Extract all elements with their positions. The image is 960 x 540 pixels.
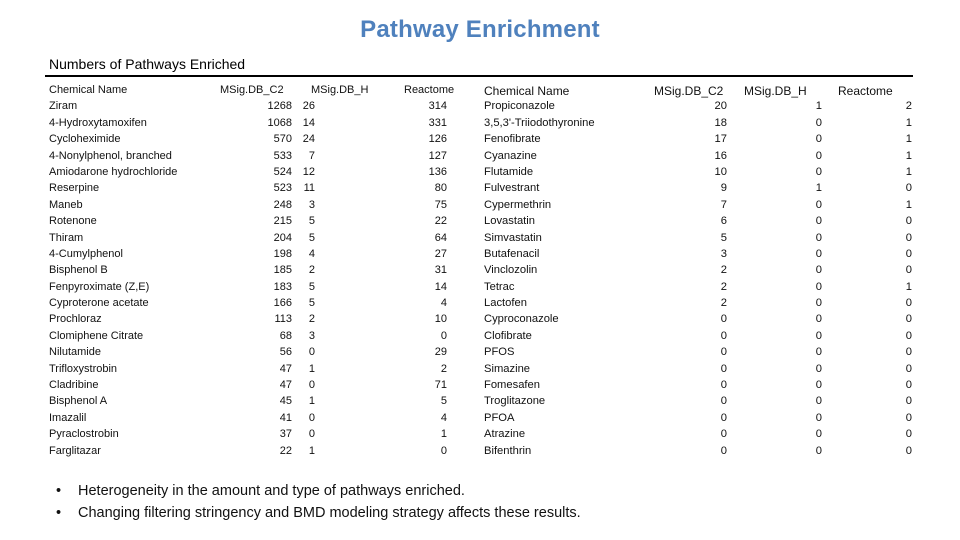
reactome-cell: 1: [905, 133, 912, 146]
chemical-name-cell: Flutamide: [484, 165, 534, 178]
reactome-cell: 0: [905, 313, 912, 326]
chemical-name-cell: Rotenone: [49, 215, 97, 228]
msigdb-h-cell: 0: [308, 346, 315, 359]
reactome-cell: 27: [434, 247, 447, 260]
chemical-name-cell: Tetrac: [484, 280, 515, 293]
msigdb-h-cell: 0: [815, 165, 822, 178]
msigdb-c2-cell: 22: [279, 444, 292, 457]
chemical-name-cell: Trifloxystrobin: [49, 362, 118, 375]
chemical-name-cell: Cyproconazole: [484, 313, 559, 326]
msigdb-c2-header: MSig.DB_C2: [220, 84, 284, 96]
msigdb-h-cell: 0: [815, 280, 822, 293]
chemical-name-cell: Bisphenol A: [49, 395, 108, 408]
msigdb-h-cell: 0: [815, 297, 822, 310]
msigdb-h-cell: 0: [815, 444, 822, 457]
chemical-name-cell: Ziram: [49, 100, 78, 113]
reactome-cell: 0: [440, 329, 447, 342]
msigdb-c2-cell: 0: [720, 362, 727, 375]
chemical-name-cell: Propiconazole: [484, 100, 555, 113]
msigdb-c2-cell: 17: [714, 133, 727, 146]
msigdb-c2-cell: 523: [273, 182, 292, 195]
msigdb-h-cell: 7: [308, 149, 315, 162]
chemical-name-cell: Amiodarone hydrochloride: [49, 165, 178, 178]
chemical-name-cell: Cycloheximide: [49, 133, 121, 146]
msigdb-h-cell: 5: [308, 231, 315, 244]
reactome-cell: 126: [428, 133, 447, 146]
msigdb-h-cell: 0: [308, 411, 315, 424]
chemical-name-cell: Cyproterone acetate: [49, 297, 149, 310]
msigdb-h-cell: 0: [815, 329, 822, 342]
reactome-cell: 314: [428, 100, 447, 113]
msigdb-h-cell: 14: [302, 116, 315, 129]
reactome-cell: 1: [905, 198, 912, 211]
reactome-cell: 0: [905, 329, 912, 342]
msigdb-c2-cell: 7: [720, 198, 727, 211]
msigdb-c2-cell: 9: [720, 182, 727, 195]
msigdb-c2-cell: 2: [720, 297, 727, 310]
msigdb-c2-cell: 47: [279, 379, 292, 392]
bullet-list: [56, 481, 581, 524]
reactome-cell: 0: [905, 247, 912, 260]
msigdb-h-cell: 1: [815, 182, 822, 195]
chemical-name-cell: Simazine: [484, 362, 531, 375]
reactome-cell: 0: [905, 395, 912, 408]
msigdb-h-cell: 1: [308, 362, 315, 375]
msigdb-c2-cell: 20: [714, 100, 727, 113]
chemical-name-cell: Fulvestrant: [484, 182, 540, 195]
msigdb-c2-cell: 0: [720, 379, 727, 392]
msigdb-h-cell: 0: [815, 116, 822, 129]
reactome-cell: 0: [440, 444, 447, 457]
reactome-cell: 0: [905, 297, 912, 310]
reactome-cell: 0: [905, 411, 912, 424]
msigdb-c2-header: MSig.DB_C2: [654, 84, 724, 98]
reactome-cell: 0: [905, 215, 912, 228]
msigdb-c2-cell: 113: [274, 313, 292, 326]
reactome-cell: 331: [428, 116, 447, 129]
chemical-name-cell: Lactofen: [484, 297, 527, 310]
msigdb-c2-cell: 533: [273, 149, 292, 162]
msigdb-c2-cell: 248: [273, 198, 292, 211]
reactome-cell: 4: [440, 411, 447, 424]
reactome-cell: 2: [905, 100, 912, 113]
chemical-name-cell: Troglitazone: [484, 395, 546, 408]
chemical-name-cell: Prochloraz: [49, 313, 102, 326]
msigdb-c2-cell: 5: [720, 231, 727, 244]
bullet-text: Changing filtering stringency and BMD modeling strategy affects these results.: [78, 504, 581, 521]
msigdb-h-cell: 3: [308, 329, 315, 342]
msigdb-h-cell: 0: [815, 149, 822, 162]
reactome-cell: 29: [434, 346, 447, 359]
msigdb-h-cell: 12: [302, 165, 315, 178]
msigdb-h-cell: 0: [815, 379, 822, 392]
msigdb-c2-cell: 215: [273, 215, 292, 228]
msigdb-h-cell: 0: [815, 411, 822, 424]
chemical-name-header: Chemical Name: [49, 84, 128, 96]
chemical-name-cell: 3,5,3'-Triiodothyronine: [484, 116, 595, 129]
msigdb-c2-cell: 68: [279, 329, 292, 342]
chemical-name-cell: Clomiphene Citrate: [49, 329, 144, 342]
reactome-cell: 4: [440, 297, 447, 310]
msigdb-h-cell: 1: [308, 395, 315, 408]
msigdb-h-cell: 0: [815, 231, 822, 244]
chemical-name-cell: PFOA: [484, 411, 515, 424]
reactome-cell: 5: [440, 395, 447, 408]
msigdb-h-cell: 0: [815, 133, 822, 146]
msigdb-c2-cell: 0: [720, 313, 727, 326]
reactome-cell: 14: [434, 280, 447, 293]
reactome-cell: 80: [434, 182, 447, 195]
chemical-name-cell: Cladribine: [49, 379, 99, 392]
reactome-cell: 1: [905, 116, 912, 129]
msigdb-c2-cell: 0: [720, 395, 727, 408]
msigdb-h-cell: 3: [308, 198, 315, 211]
chemical-name-cell: Cyanazine: [484, 149, 537, 162]
reactome-cell: 10: [434, 313, 447, 326]
msigdb-h-cell: 0: [815, 247, 822, 260]
msigdb-h-cell: 0: [815, 215, 822, 228]
msigdb-h-cell: 5: [308, 215, 315, 228]
chemical-name-cell: 4-Nonylphenol, branched: [49, 149, 172, 162]
chemical-name-cell: Bisphenol B: [49, 264, 108, 277]
msigdb-c2-cell: 183: [273, 280, 292, 293]
reactome-cell: 1: [905, 165, 912, 178]
msigdb-c2-cell: 18: [714, 116, 727, 129]
msigdb-c2-cell: 204: [273, 231, 292, 244]
msigdb-h-cell: 1: [308, 444, 315, 457]
msigdb-c2-cell: 41: [279, 411, 292, 424]
chemical-name-cell: Clofibrate: [484, 329, 532, 342]
chemical-name-cell: Nilutamide: [49, 346, 101, 359]
msigdb-h-header: MSig.DB_H: [311, 84, 369, 96]
reactome-cell: 22: [434, 215, 447, 228]
msigdb-h-cell: 5: [308, 297, 315, 310]
chemical-name-header: Chemical Name: [484, 84, 570, 98]
msigdb-h-cell: 26: [302, 100, 315, 113]
reactome-cell: 127: [428, 149, 447, 162]
msigdb-h-cell: 1: [815, 100, 822, 113]
chemical-name-cell: Maneb: [49, 198, 83, 211]
chemical-name-cell: Vinclozolin: [484, 264, 538, 277]
reactome-cell: 0: [905, 428, 912, 441]
reactome-cell: 136: [428, 165, 447, 178]
bullet-item: [56, 481, 581, 503]
msigdb-c2-cell: 185: [273, 264, 292, 277]
table-caption: Numbers of Pathways Enriched: [49, 56, 246, 72]
msigdb-c2-cell: 56: [279, 346, 292, 359]
chemical-name-cell: Reserpine: [49, 182, 100, 195]
msigdb-c2-cell: 3: [720, 247, 727, 260]
msigdb-c2-cell: 37: [279, 428, 292, 441]
bullet-item: [56, 503, 581, 525]
msigdb-c2-cell: 524: [273, 165, 292, 178]
reactome-cell: 1: [440, 428, 447, 441]
header-rule: [45, 75, 913, 77]
msigdb-c2-cell: 0: [720, 411, 727, 424]
msigdb-h-cell: 0: [815, 346, 822, 359]
msigdb-c2-cell: 1068: [267, 116, 292, 129]
msigdb-c2-cell: 2: [720, 280, 727, 293]
chemical-name-cell: Atrazine: [484, 428, 526, 441]
reactome-cell: 0: [905, 346, 912, 359]
msigdb-c2-cell: 10: [714, 165, 727, 178]
reactome-cell: 0: [905, 182, 912, 195]
msigdb-c2-cell: 570: [273, 133, 292, 146]
msigdb-h-cell: 0: [308, 379, 315, 392]
reactome-cell: 0: [905, 231, 912, 244]
chemical-name-cell: Imazalil: [49, 411, 87, 424]
msigdb-c2-cell: 1268: [267, 100, 292, 113]
reactome-cell: 0: [905, 444, 912, 457]
msigdb-c2-cell: 0: [720, 329, 727, 342]
msigdb-h-cell: 0: [815, 198, 822, 211]
msigdb-h-cell: 4: [308, 247, 315, 260]
msigdb-h-header: MSig.DB_H: [744, 84, 807, 98]
reactome-cell: 0: [905, 362, 912, 375]
msigdb-h-cell: 0: [815, 362, 822, 375]
reactome-cell: 1: [905, 149, 912, 162]
chemical-name-cell: 4-Cumylphenol: [49, 247, 123, 260]
chemical-name-cell: PFOS: [484, 346, 515, 359]
reactome-header: Reactome: [404, 84, 455, 96]
msigdb-c2-cell: 16: [714, 149, 727, 162]
chemical-name-cell: Butafenacil: [484, 247, 540, 260]
chemical-name-cell: Fomesafen: [484, 379, 540, 392]
reactome-cell: 0: [905, 264, 912, 277]
msigdb-c2-cell: 166: [273, 297, 292, 310]
msigdb-h-cell: 0: [815, 313, 822, 326]
msigdb-c2-cell: 2: [720, 264, 727, 277]
msigdb-c2-cell: 47: [279, 362, 292, 375]
reactome-cell: 75: [434, 198, 447, 211]
msigdb-h-cell: 24: [302, 133, 315, 146]
msigdb-c2-cell: 198: [273, 247, 292, 260]
reactome-cell: 2: [440, 362, 447, 375]
chemical-name-cell: Fenofibrate: [484, 133, 541, 146]
msigdb-h-cell: 0: [815, 395, 822, 408]
reactome-header: Reactome: [838, 84, 893, 98]
chemical-name-cell: Pyraclostrobin: [49, 428, 119, 441]
bullet-marker: •: [56, 483, 62, 499]
page-title: Pathway Enrichment: [360, 16, 600, 43]
chemical-name-cell: Thiram: [49, 231, 84, 244]
chemical-name-cell: 4-Hydroxytamoxifen: [49, 116, 147, 129]
msigdb-h-cell: 5: [308, 280, 315, 293]
msigdb-c2-cell: 45: [279, 395, 292, 408]
reactome-cell: 71: [434, 379, 447, 392]
msigdb-h-cell: 0: [308, 428, 315, 441]
msigdb-c2-cell: 0: [720, 444, 727, 457]
msigdb-h-cell: 2: [308, 264, 315, 277]
chemical-name-cell: Bifenthrin: [484, 444, 532, 457]
bullet-text: Heterogeneity in the amount and type of pathways enriched.: [78, 483, 465, 499]
chemical-name-cell: Lovastatin: [484, 215, 535, 228]
reactome-cell: 31: [434, 264, 447, 277]
msigdb-h-cell: 11: [303, 182, 315, 195]
chemical-name-cell: Fenpyroximate (Z,E): [49, 280, 150, 293]
reactome-cell: 0: [905, 379, 912, 392]
reactome-cell: 64: [434, 231, 447, 244]
msigdb-h-cell: 0: [815, 428, 822, 441]
reactome-cell: 1: [905, 280, 912, 293]
msigdb-c2-cell: 0: [720, 346, 727, 359]
chemical-name-cell: Cypermethrin: [484, 198, 552, 211]
bullet-marker: •: [56, 504, 62, 521]
msigdb-h-cell: 2: [308, 313, 315, 326]
chemical-name-cell: Simvastatin: [484, 231, 542, 244]
msigdb-h-cell: 0: [815, 264, 822, 277]
msigdb-c2-cell: 6: [720, 215, 727, 228]
msigdb-c2-cell: 0: [720, 428, 727, 441]
chemical-name-cell: Farglitazar: [49, 444, 101, 457]
